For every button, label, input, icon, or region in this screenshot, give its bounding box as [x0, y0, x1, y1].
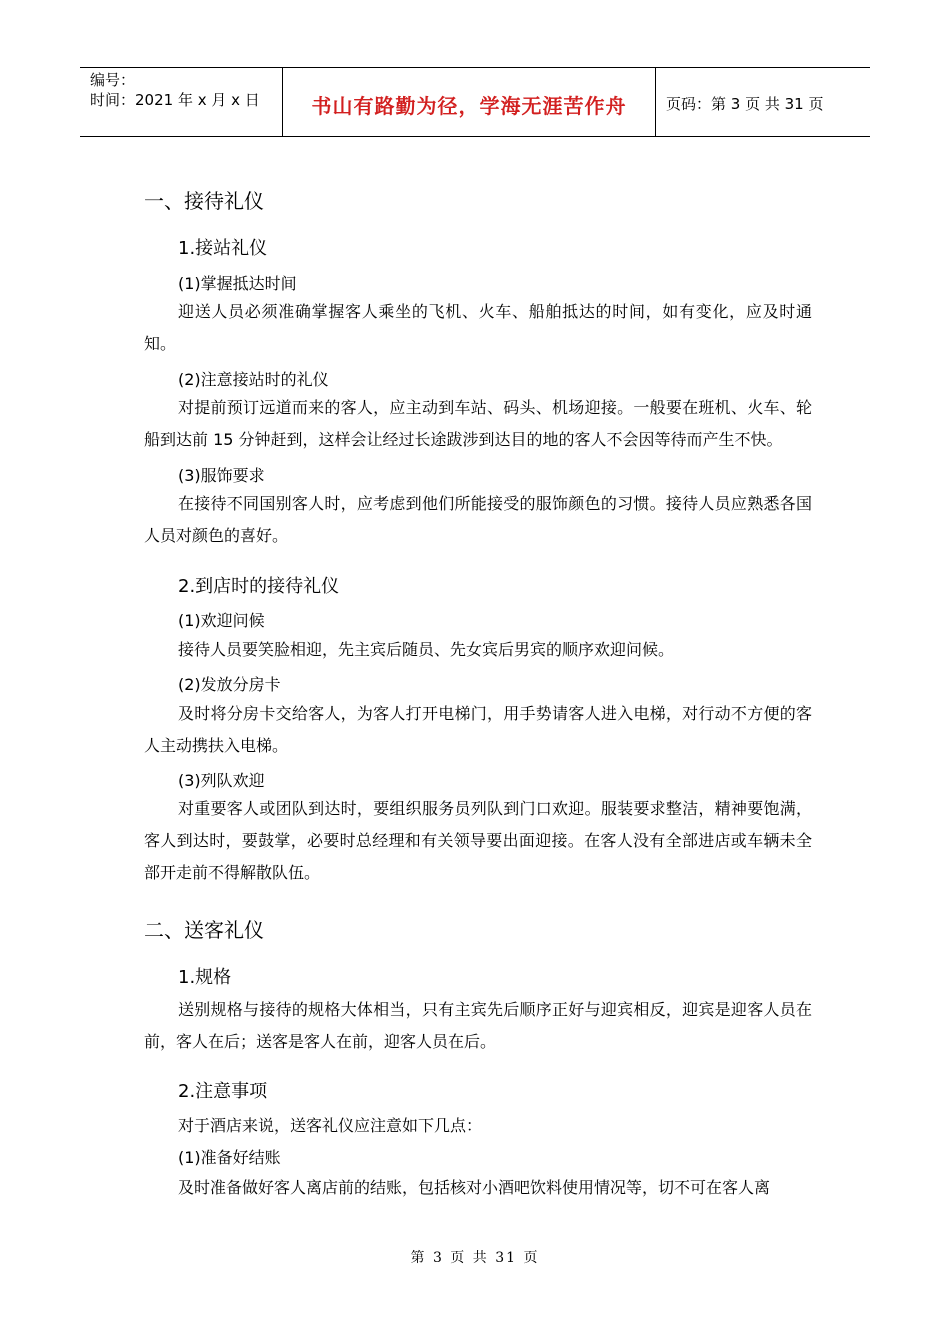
subsection-title: 2.到店时的接待礼仪 [178, 576, 340, 597]
paragraph: 迎送人员必须准确掌握客人乘坐的飞机、火车、船舶抵达的时间，如有变化，应及时通知。 [144, 302, 812, 353]
item-title: (1)掌握抵达时间 [178, 274, 297, 293]
paragraph: 对重要客人或团队到达时，要组织服务员列队到门口欢迎。服装要求整洁，精神要饱满，客人到达时，要鼓掌，必要时总经理和有关领导要出面迎接。在客人没有全部进店或车辆未全部开走前不得解散队伍。 [144, 799, 812, 882]
header-meta-cell [80, 68, 282, 136]
item-title: (1)准备好结账 [178, 1148, 281, 1167]
number-label: 编号： [90, 71, 136, 89]
paragraph: 对提前预订远道而来的客人，应主动到车站、码头、机场迎接。一般要在班机、火车、轮船到达前 15 分钟赶到，这样会让经过长途跋涉到达目的地的客人不会因等待而产生不快。 [144, 398, 812, 449]
page-footer: 第 3 页 共 31 页 [410, 1250, 540, 1266]
paragraph: 在接待不同国别客人时，应考虑到他们所能接受的服饰颜色的习惯。接待人员应熟悉各国人员对颜色的喜好。 [144, 494, 812, 545]
item-title: (3)列队欢迎 [178, 771, 265, 790]
section-title: 一、接待礼仪 [144, 189, 264, 213]
intro-text: 对于酒店来说，送客礼仪应注意如下几点： [178, 1116, 483, 1135]
page-info: 页码：第 3 页 共 31 页 [666, 95, 824, 113]
header-motto-cell [282, 68, 656, 136]
paragraph: 送别规格与接待的规格大体相当，只有主宾先后顺序正好与迎宾相反，迎宾是迎客人员在前，客人在后；送客是客人在前，迎客人员在后。 [144, 1000, 812, 1051]
paragraph: 及时将分房卡交给客人，为客人打开电梯门，用手势请客人进入电梯，对行动不方便的客人主动携扶入电梯。 [144, 704, 812, 755]
item-title: (1)欢迎问候 [178, 611, 265, 630]
page-header [80, 67, 870, 137]
item-title: (2)注意接站时的礼仪 [178, 370, 329, 389]
subsection-title: 1.规格 [178, 967, 232, 988]
item-title: (2)发放分房卡 [178, 675, 281, 694]
paragraph: 及时准备做好客人离店前的结账，包括核对小酒吧饮料使用情况等，切不可在客人离 [178, 1178, 771, 1197]
section-title: 二、送客礼仪 [144, 918, 264, 942]
item-title: (3)服饰要求 [178, 466, 265, 485]
subsection-title: 1.接站礼仪 [178, 238, 268, 259]
header-page-cell [656, 68, 870, 136]
subsection-title: 2.注意事项 [178, 1081, 268, 1102]
motto: 书山有路勤为径，学海无涯苦作舟 [311, 94, 627, 118]
time-label: 时间：2021 年 x 月 x 日 [90, 91, 260, 109]
paragraph: 接待人员要笑脸相迎，先主宾后随员、先女宾后男宾的顺序欢迎问候。 [178, 640, 675, 659]
